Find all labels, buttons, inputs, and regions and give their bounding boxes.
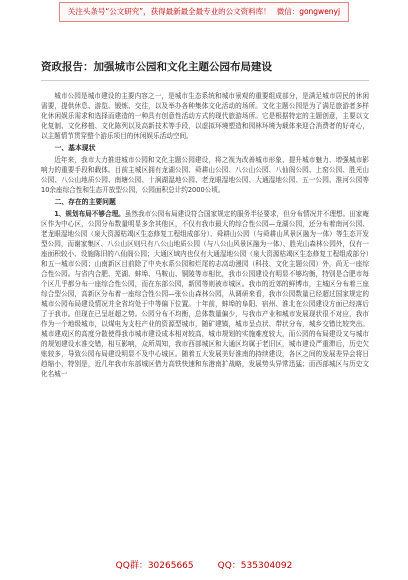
document-page	[41, 60, 369, 381]
intro-paragraph: 城市公园是城市建设的主要内容之一，是城市生态系统和城市景观的重要组成部分，是满足城市居民的休闲需要，提供休息、游览、锻炼、交往，以及举办各种集体文化活动的场所。文化主题公园是为了满足旅游者多样化休闲娱乐需求和选择而建造的一种具有创意性活动方式的现代旅游场所。它是根据特定的主题创意，主要以文化复制、文化移植、文化陈列以及高新技术等手段，以虚拟环境塑造和园林环境为载体来迎合消费者的好奇心，以主题情节贯穿整个游乐项目的休闲娱乐活动空间。	[41, 92, 369, 140]
section2-heading: 二、存在的主要问题	[54, 198, 116, 206]
section1-heading: 一、基本现状	[54, 144, 96, 152]
qq-group-text: QQ群：30265665	[115, 561, 194, 571]
sub1-body: 虽然我市公园布局建设符合国家规定的服务半径要求，但分布情况并不理想。田家庵区作为中心区，公园分布数量明显多余其他区，不仅有我市最大的综合性公园—龙湖公园，还分布着南河公园、老龙眼湿地公园（泉大资源枯竭区生态修复工程组成部分）、舜耕山公园（与舜耕山风景区融为一体）等生态开发型公园，而谢家集区、八公山区则只有八公山地质公园（与八公山风景区融为一体）、胜光山森林公园外，仅有一座面积较小、设施陈旧的八仙阁公园；大通区域内也仅有大通湿地公园（泉大资源枯竭区生态修复工程组成部分）和五一城市公园；山南新区目前除了中央水系公园和烂尾的志高动漫园（科技、文化主题公园）外，尚无一座综合性公园。与省内合肥、芜湖、蚌埠、马鞍山、铜陵等市相比，我市公园建设有明显不够均衡，特别是合肥市每个区几乎都分布一座综合性公园，而在东部公园，新园等则被市城区。我市的近郊的鲜博市，主城区分布着三座综合型公园，高新区分布着一座综合性公园—张公山森林公园，从调研来看，我市公园数量已经超过国家规定的城市公园布局建设情况并全省均处于中等偏下位置。十年前，蚌埠的阜阳、宿州、淮北在公园建设方面已经落后了于我市。但现在已呈赶超之势。公园分布不均衡，总体数量偏少，与我市产业和城市发展现状很不对应，我市作为一个地级城市，以煤电为支柱产业的资源型城市，随矿建镇，城市呈点状、带状分布，城乡交错比较突出。城市建成区的高度分散使得我市城市建设成本相对较高，城市规划的实施难度较大，而公园的布局建设又与城市的规划建设水准交错，相互影响，众所周知，我市西部城区和大通区均属于老旧区，城市建设严重滞后，历史欠账较多，导致公园布局建设明显不及中心城区。随着五大发展美好淮南的持续建设，各区之间的发展差异会将日趋缩小，特别是，近几年我市东部城区借力高铁快速和东港南扩战略，发展势头异常迅猛；而西部城区与历史文化名城一	[41, 210, 370, 378]
promo-banner-text: 关注头条号“公文研究”，获得最新最全最专业的公文资料库！	[67, 7, 271, 16]
title-divider	[41, 80, 369, 81]
promo-banner-wechat: 微信：gongwenyj	[276, 7, 341, 16]
sub1-paragraph	[41, 209, 369, 379]
sub1-heading: 1、规划布局不够合理。	[54, 210, 125, 218]
qq-text: QQ：535304092	[217, 561, 293, 571]
contact-footer	[0, 560, 408, 572]
promo-banner	[59, 2, 349, 22]
document-title: 资政报告：加强城市公园和文化主题公园布局建设	[41, 61, 272, 73]
section1-paragraph: 近年来，我市大力推进城市公园和文化主题公园建设，将之视为改善城市形象、提升城市魅力、增强城市影响力的重要手段和载体。目前主城区拥有龙湖公园、舜耕山公园、八公山公园、八仙阁公园、上窑公园、胜光山公园、八公山地质公园、南塘公园、十涧湖湿地公园、老龙眼湿地公园、大通湿地公园、五一公园、淮河公园等10余座综合性和生态开放型公园，公园面积总计约2000公顷。	[41, 156, 369, 194]
